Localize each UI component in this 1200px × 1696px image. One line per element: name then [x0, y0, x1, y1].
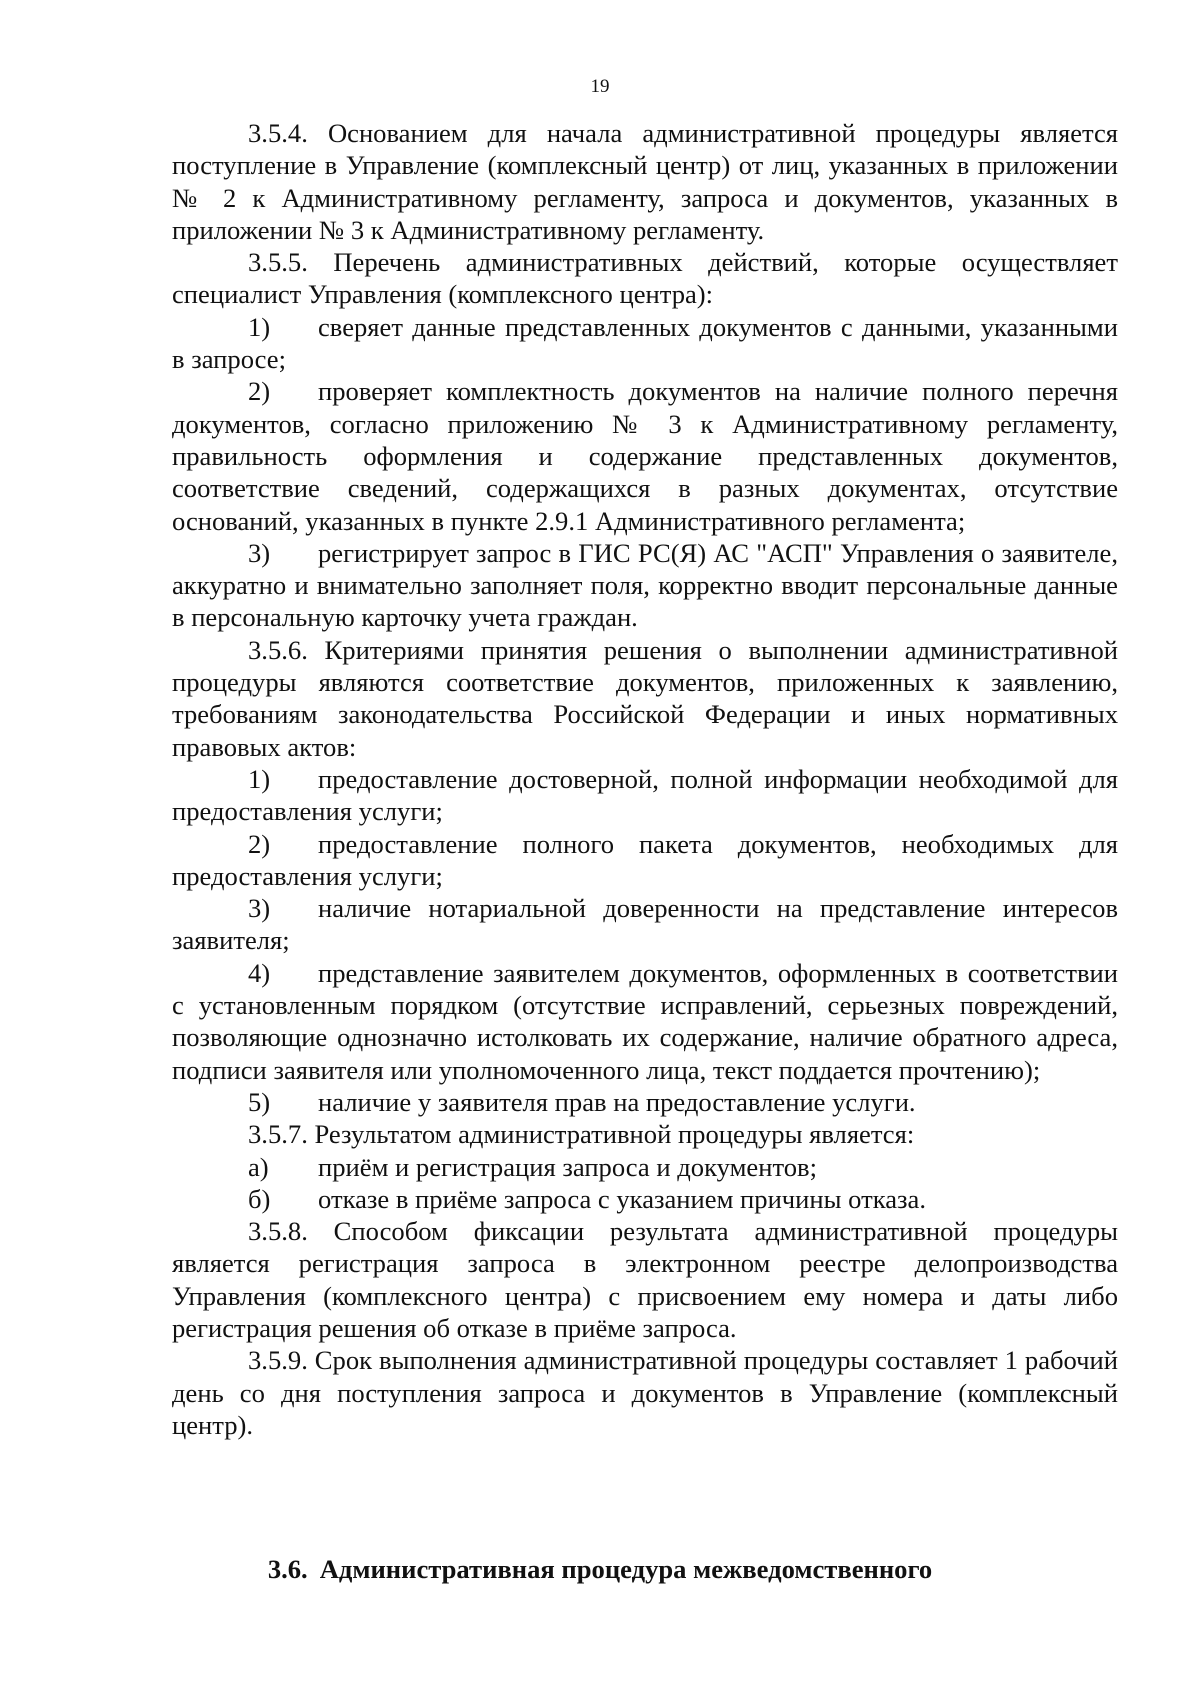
list-item-text: представление заявителем документов, оформленных в соответствии с установленным порядком (отсутствие исправлений, серьезных повреждений, позволяющие однозначно истолковать их содержание, наличие обратного адреса, подписи заявителя или уполномоченного лица, текст поддается прочтению); [172, 957, 1118, 1085]
list-item-marker: 4) [248, 957, 271, 988]
list-item-marker: 3) [248, 893, 271, 924]
list-item-text: предоставление полного пакета документов, необходимых для предоставления услуги; [172, 828, 1118, 891]
section-heading [0, 1553, 1200, 1585]
list-item-text: предоставление достоверной, полной информации необходимой для предоставления услуги; [172, 763, 1118, 827]
list-item-marker: 1) [248, 311, 271, 342]
list-item [172, 1086, 1118, 1118]
paragraph: 3.5.5. Перечень административных действий, которые осуществляет специалист Управления (комплексного центра): [172, 247, 1118, 310]
list-item [172, 375, 1118, 536]
list-item-text: приём и регистрация запроса и документов; [318, 1151, 817, 1182]
list-item-text: регистрирует запрос в ГИС РС(Я) АС "АСП" Управления о заявителе, аккуратно и внимательно заполняет поля, корректно вводит персональные данные в персональную карточку учета граждан. [172, 537, 1118, 633]
paragraph: 3.5.9. Срок выполнения административной процедуры составляет 1 рабочий день со дня поступления запроса и документов в Управление (комплексный центр). [172, 1345, 1118, 1440]
list-item-marker: 3) [248, 537, 271, 568]
list-item-text: наличие у заявителя прав на предоставление услуги. [318, 1086, 916, 1117]
section-heading-title: Административная процедура межведомственного [319, 1554, 933, 1584]
list-item-marker: а) [248, 1151, 269, 1182]
list-item [172, 763, 1118, 828]
paragraph: 3.5.7. Результатом административной процедуры является: [248, 1119, 915, 1150]
list-item [172, 1183, 1118, 1215]
list-item [172, 892, 1118, 957]
list-item [172, 1151, 1118, 1183]
list-item-text: отказе в приёме запроса с указанием причины отказа. [318, 1183, 927, 1214]
list-item [172, 311, 1118, 376]
list-item [172, 957, 1118, 1086]
paragraph: 3.5.4. Основанием для начала административной процедуры является поступление в Управление (комплексный центр) от лиц, указанных в приложении № 2 к Административному регламенту, запроса и документов, указанных в приложении № 3 к Административному регламенту. [172, 118, 1118, 245]
list-item-text: наличие нотариальной доверенности на представление интересов заявителя; [172, 893, 1118, 956]
list-item-text: сверяет данные представленных документов с данными, указанными в запросе; [172, 311, 1118, 375]
paragraph: 3.5.6. Критериями принятия решения о выполнении административной процедуры являются соответствие документов, приложенных к заявлению, требованиям законодательства Российской Федерации и иных нормативных правовых актов: [172, 634, 1118, 762]
list-item-marker: 2) [248, 828, 271, 859]
page-number: 19 [590, 76, 610, 97]
document-body [172, 117, 1118, 1441]
list-item [172, 828, 1118, 893]
list-item-text: проверяет комплектность документов на наличие полного перечня документов, согласно приложению № 3 к Административному регламенту, правильность оформления и содержание представленных документов, соответствие сведений, содержащихся в разных документах, отсутствие оснований, указанных в пункте 2.9.1 Административного регламента; [172, 376, 1118, 536]
list-item-marker: 1) [248, 763, 271, 794]
section-heading-number: 3.6. [267, 1554, 308, 1584]
list-item [172, 537, 1118, 634]
paragraph: 3.5.8. Способом фиксации результата административной процедуры является регистрация запроса в электронном реестре делопроизводства Управления (комплексного центра) с присвоением ему номера и даты либо регистрация решения об отказе в приёме запроса. [172, 1216, 1118, 1343]
list-item-marker: 5) [248, 1086, 271, 1117]
list-item-marker: 2) [248, 376, 271, 407]
list-item-marker: б) [248, 1183, 271, 1214]
